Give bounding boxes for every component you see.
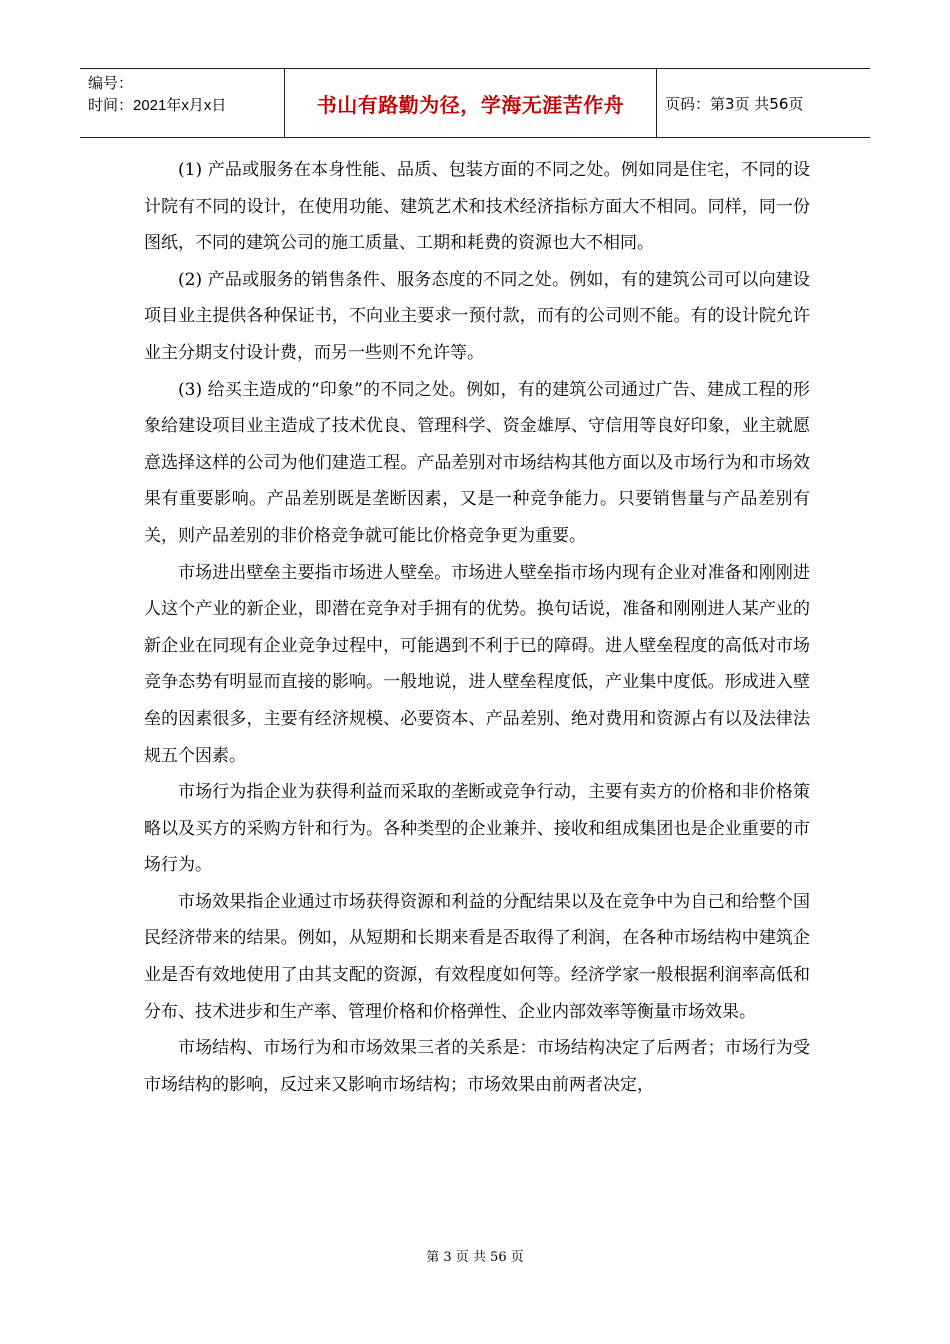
document-body <box>144 152 810 1103</box>
paragraph: 市场进出壁垒主要指市场进人壁垒。市场进人壁垒指市场内现有企业对准备和刚刚进人这个产业的新企业，即潜在竞争对手拥有的优势。换句话说，准备和刚刚进人某产业的新企业在同现有企业竞争过程中，可能遇到不利于已的障碍。进人壁垒程度的高低对市场竞争态势有明显而直接的影响。一般地说，进人壁垒程度低，产业集中度低。形成进入壁垒的因素很多，主要有经济规模、必要资本、产品差别、绝对费用和资源占有以及法律法规五个因素。 <box>144 562 810 766</box>
header-meta <box>80 69 285 137</box>
header-page-info: 页码：第3页 共56页 <box>665 94 804 113</box>
paragraph: (1) 产品或服务在本身性能、品质、包装方面的不同之处。例如同是住宅，不同的设计院有不同的设计，在使用功能、建筑艺术和技术经济指标方面大不相同。同样，同一份图纸，不同的建筑公司的施工质量、工期和耗费的资源也大不相同。 <box>144 160 810 254</box>
page-footer: 第 3 页 共 56 页 <box>426 1250 524 1265</box>
paragraph: (2) 产品或服务的销售条件、服务态度的不同之处。例如，有的建筑公司可以向建设项目业主提供各种保证书，不向业主要求一预付款，而有的公司则不能。有的设计院允许业主分期支付设计费，而另一些则不允许等。 <box>144 269 810 363</box>
serial-label: 编号： <box>88 75 134 92</box>
paragraph: (3) 给买主造成的“印象”的不同之处。例如，有的建筑公司通过广告、建成工程的形象给建设项目业主造成了技术优良、管理科学、资金雄厚、守信用等良好印象，业主就愿意选择这样的公司为他们建造工程。产品差别对市场结构其他方面以及市场行为和市场效果有重要影响。产品差别既是垄断因素，又是一种竞争能力。只要销售量与产品差别有关，则产品差别的非价格竞争就可能比价格竞争更为重要。 <box>144 379 810 546</box>
page-header <box>80 68 870 138</box>
date-line: 时间：2021年x月x日 <box>88 97 227 114</box>
header-motto: 书山有路勤为径，学海无涯苦作舟 <box>285 69 657 137</box>
paragraph: 市场效果指企业通过市场获得资源和利益的分配结果以及在竞争中为自己和给整个国民经济带来的结果。例如，从短期和长期来看是否取得了利润，在各种市场结构中建筑企业是否有效地使用了由其支配的资源，有效程度如何等。经济学家一般根据利润率高低和分布、技术进步和生产率、管理价格和价格弹性、企业内部效率等衡量市场效果。 <box>144 891 810 1022</box>
paragraph: 市场结构、市场行为和市场效果三者的关系是：市场结构决定了后两者；市场行为受市场结构的影响，反过来又影响市场结构；市场效果由前两者决定， <box>144 1038 810 1095</box>
paragraph: 市场行为指企业为获得利益而采取的垄断或竞争行动，主要有卖方的价格和非价格策略以及买方的采购方针和行为。各种类型的企业兼并、接收和组成集团也是企业重要的市场行为。 <box>144 782 810 876</box>
